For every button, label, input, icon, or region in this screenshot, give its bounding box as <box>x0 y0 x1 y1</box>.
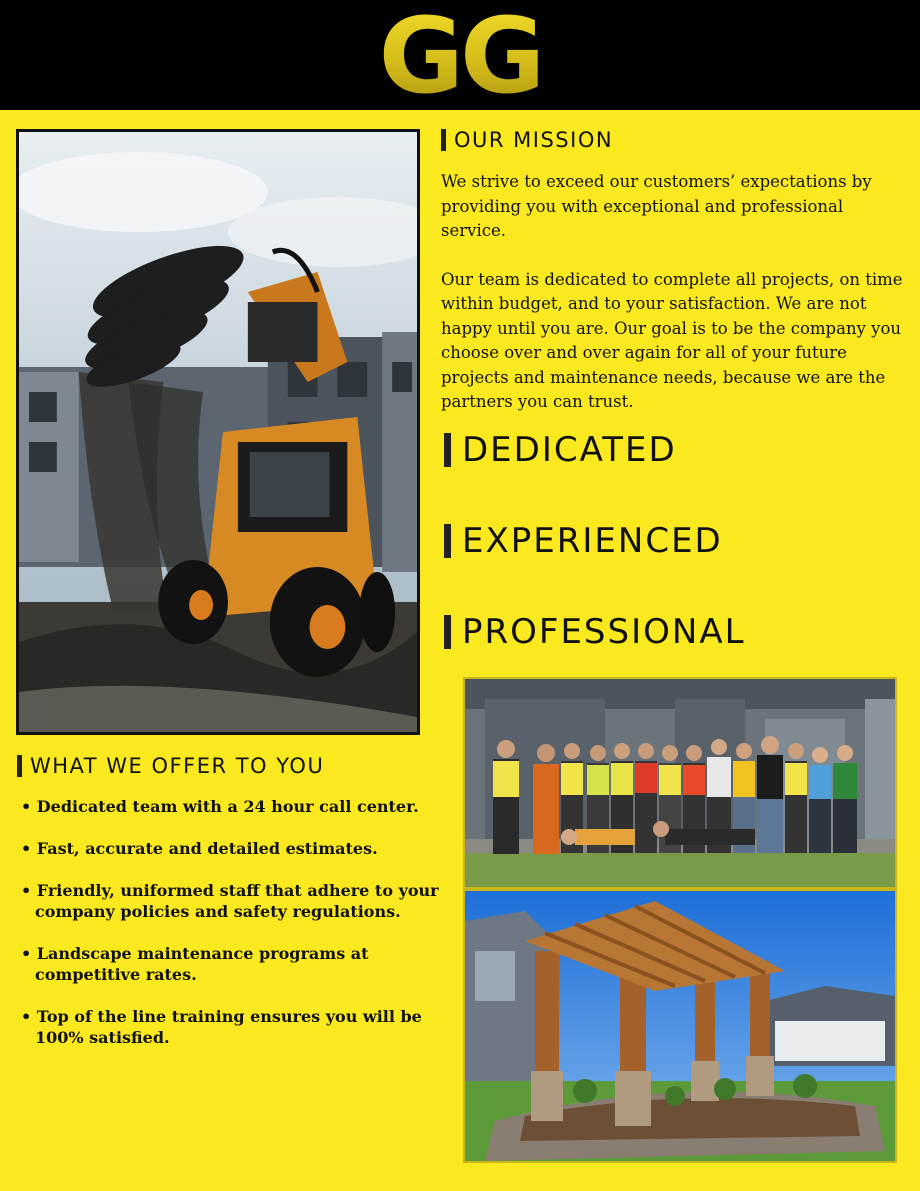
skid-steer-auger-photo <box>16 129 420 735</box>
value-professional-text: PROFESSIONAL <box>462 612 746 652</box>
heading-bar <box>17 755 22 777</box>
pergola-photo <box>463 889 897 1163</box>
page-header <box>0 0 920 110</box>
value-dedicated-text: DEDICATED <box>462 430 677 470</box>
offer-item: • Fast, accurate and detailed estimates. <box>19 838 444 859</box>
heading-bar <box>441 129 446 151</box>
offer-item: • Friendly, uniformed staff that adhere to your company policies and safety regulations. <box>19 880 444 922</box>
offer-item: • Landscape maintenance programs at competitive rates. <box>19 943 444 985</box>
offer-list <box>19 796 444 1069</box>
offer-item: • Dedicated team with a 24 hour call center. <box>19 796 444 817</box>
value-experienced-text: EXPERIENCED <box>462 521 723 561</box>
value-bar <box>444 524 451 558</box>
value-professional <box>444 612 746 652</box>
logo-text: GG <box>378 0 542 110</box>
value-experienced <box>444 521 723 561</box>
mission-heading-text: OUR MISSION <box>454 128 614 152</box>
value-bar <box>444 615 451 649</box>
mission-text <box>441 170 906 439</box>
offer-item: • Top of the line training ensures you will be 100% satisfied. <box>19 1006 444 1048</box>
mission-paragraph-2: Our team is dedicated to complete all projects, on time within budget, and to your satisfaction. We are not happy until you are. Our goal is to be the company you choose over and over again for all of your future projects and maintenance needs, because we are the partners you can trust. <box>441 269 903 411</box>
company-logo <box>0 0 920 110</box>
mission-heading <box>441 128 613 152</box>
offer-heading-text: WHAT WE OFFER TO YOU <box>30 754 325 778</box>
mission-paragraph-1: We strive to exceed our customers’ expectations by providing you with exceptional and professional service. <box>441 172 872 240</box>
value-dedicated <box>444 430 677 470</box>
value-bar <box>444 433 451 467</box>
offer-heading <box>17 754 324 778</box>
team-photo <box>463 677 897 889</box>
